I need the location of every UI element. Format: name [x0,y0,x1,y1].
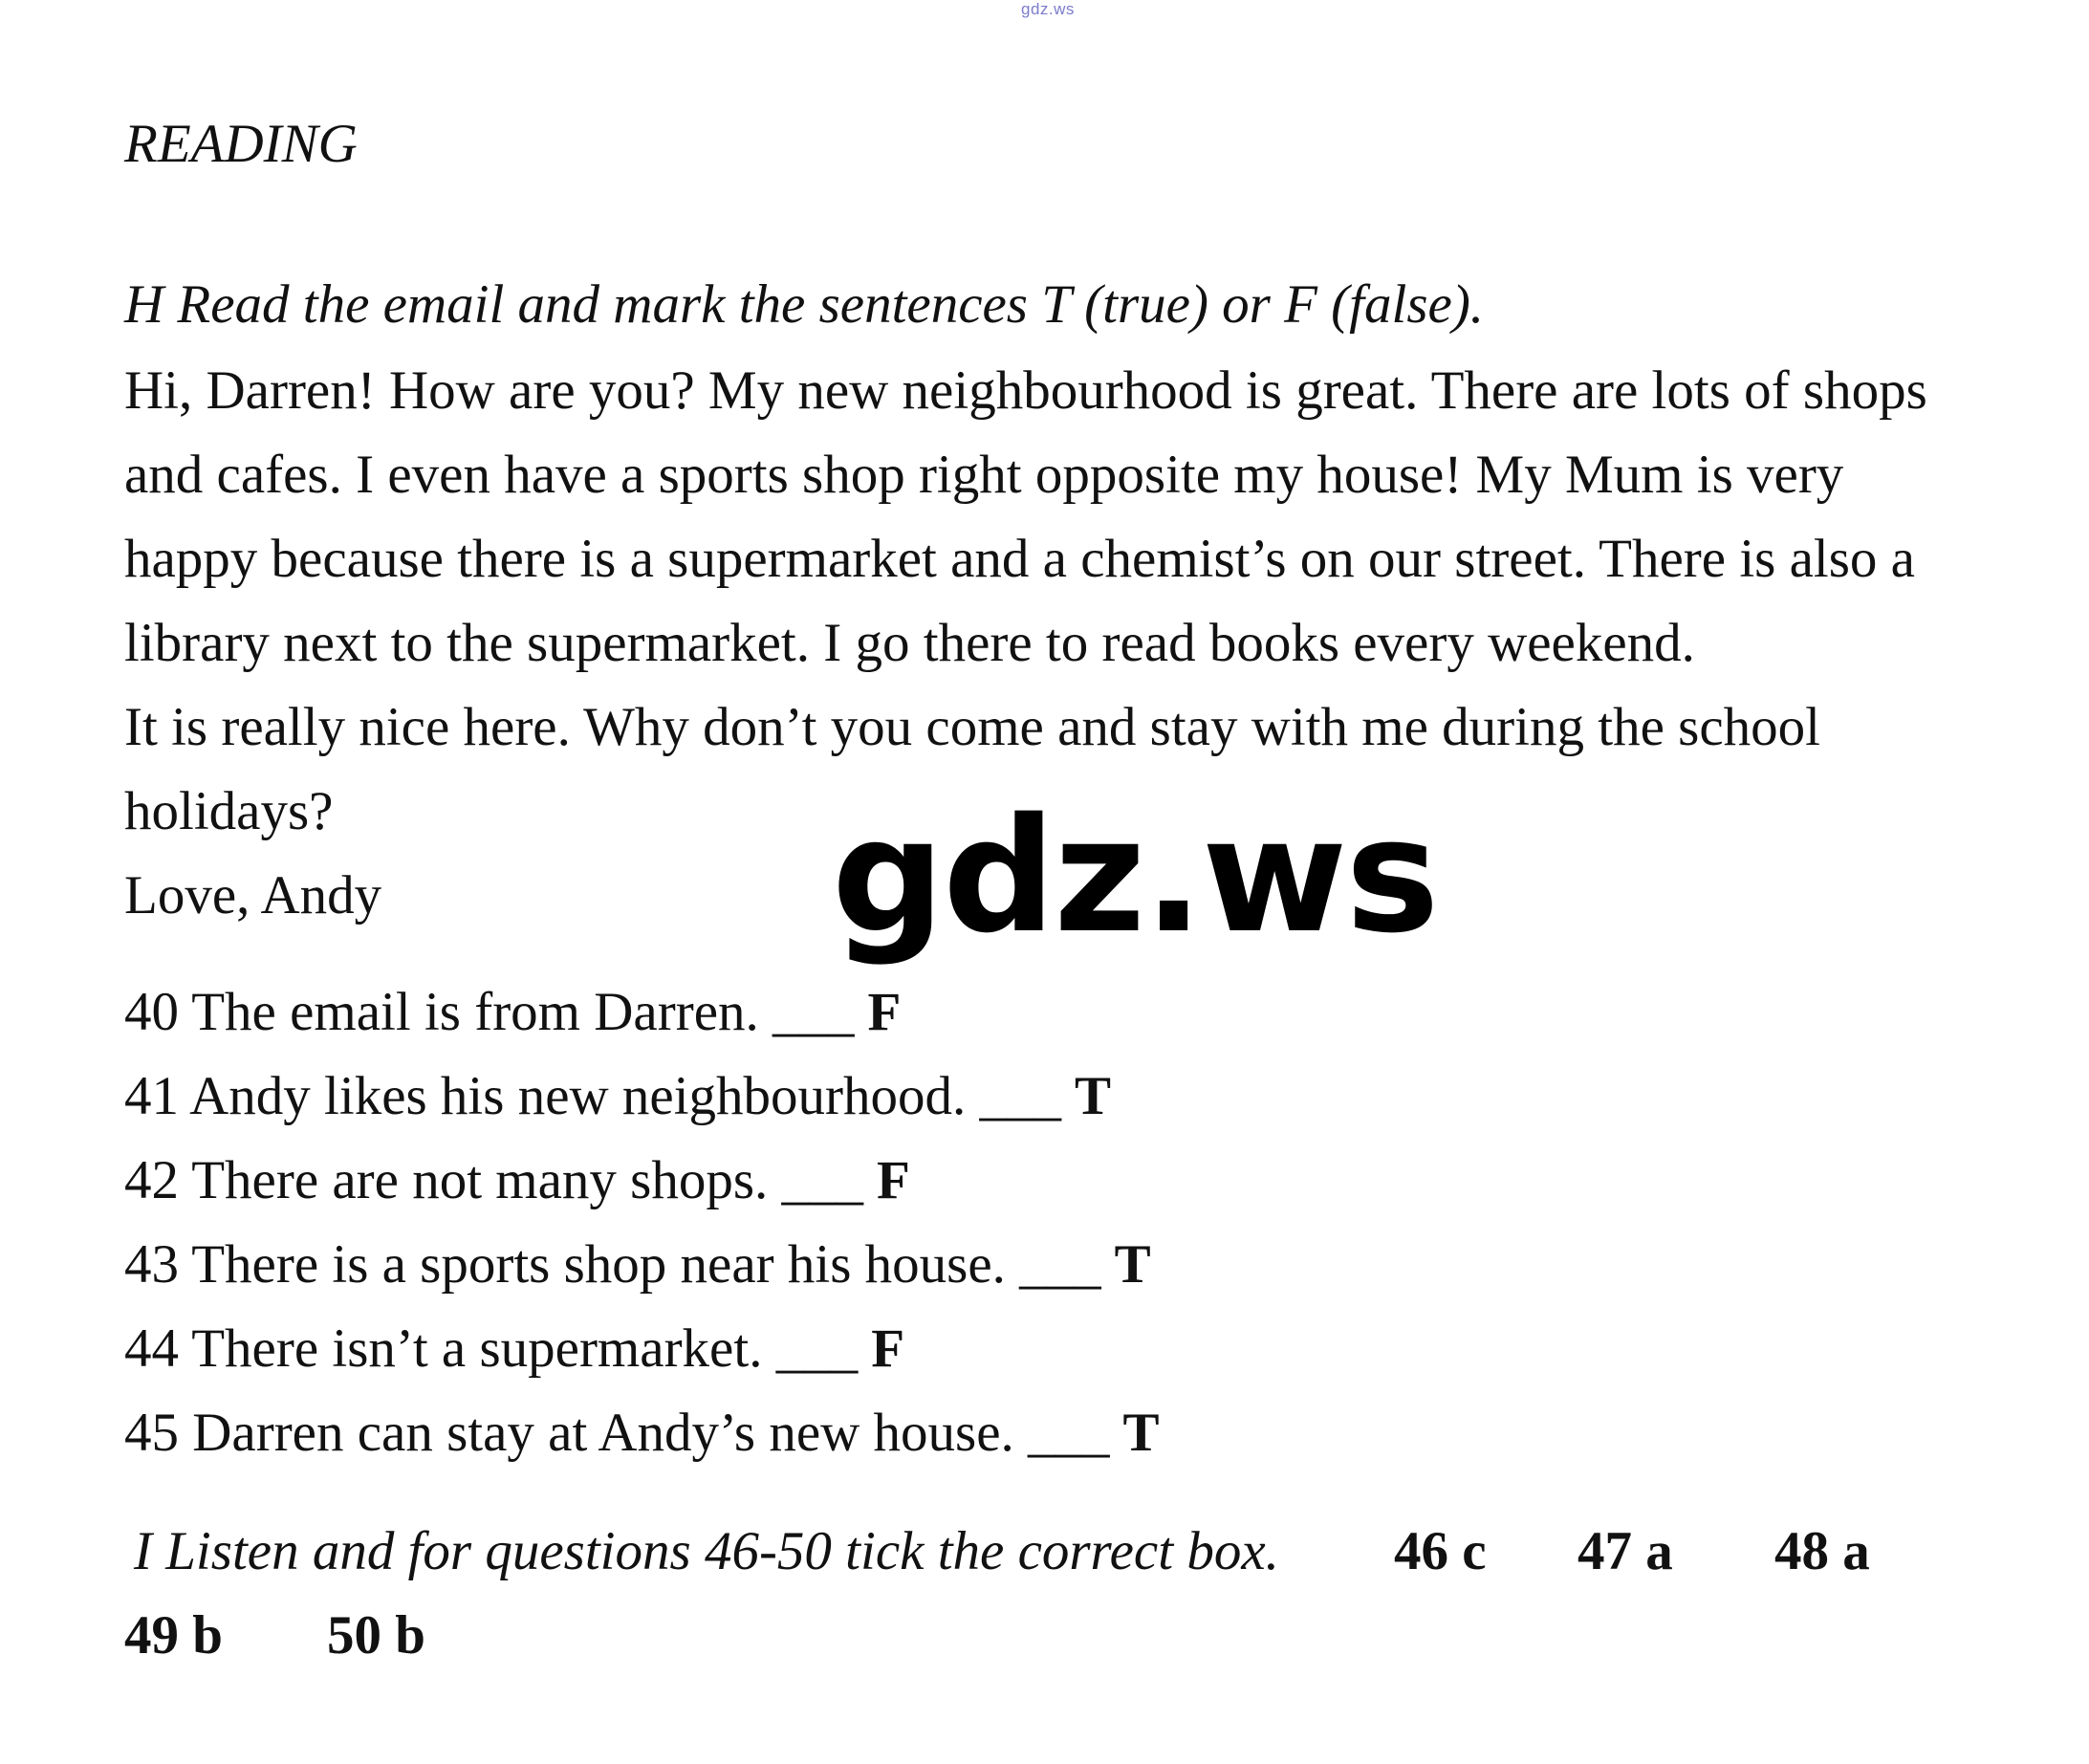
answer-key: 47 a [1578,1521,1673,1581]
statement-text: 42 There are not many shops. ___ [124,1150,864,1210]
email-line: holidays? [124,781,334,841]
statement-item [124,1318,904,1380]
statement-answer: T [1122,1403,1160,1463]
section-title: READING [124,114,358,174]
statement-answer: F [877,1150,910,1210]
email-line: and cafes. I even have a sports shop right opposite my house! My Mum is very [124,445,1844,505]
statement-item [124,1233,1151,1296]
statement-item [124,1065,1111,1127]
top-watermark-text: gdz.ws [1021,0,1075,18]
statement-answer: T [1114,1234,1151,1295]
email-line: happy because there is a supermarket and a chemist’s on our street. There is also a [124,529,1915,589]
statement-text: 44 There isn’t a supermarket. ___ [124,1318,859,1379]
answer-key: 46 c [1394,1521,1487,1581]
email-line: It is really nice here. Why don’t you come and stay with me during the school [124,697,1820,757]
statement-text: 45 Darren can stay at Andy’s new house. ___ [124,1403,1110,1463]
answer-key: 50 b [327,1605,425,1666]
statement-item [124,981,901,1043]
gdz-watermark: gdz.ws [832,784,1438,968]
statement-item [124,1402,1160,1464]
statement-answer: F [871,1318,905,1379]
statement-item [124,1149,910,1211]
statement-answer: F [867,982,902,1042]
statement-text: 43 There is a sports shop near his house. ___ [124,1234,1101,1295]
email-signature: Love, Andy [124,865,382,926]
email-line: Hi, Darren! How are you? My new neighbourhood is great. There are lots of shops [124,360,1927,421]
answer-key: 49 b [124,1605,223,1666]
answer-key: 48 a [1774,1521,1870,1581]
statement-text: 41 Andy likes his new neighbourhood. ___ [124,1066,1062,1126]
statement-answer: T [1075,1066,1112,1126]
email-line: library next to the supermarket. I go there to read books every weekend. [124,613,1695,673]
task-h-instruction: H Read the email and mark the sentences T (true) or F (false). [124,274,1485,335]
statement-text: 40 The email is from Darren. ___ [124,982,855,1042]
task-i-instruction: I Listen and for questions 46-50 tick the correct box. [134,1521,1279,1581]
